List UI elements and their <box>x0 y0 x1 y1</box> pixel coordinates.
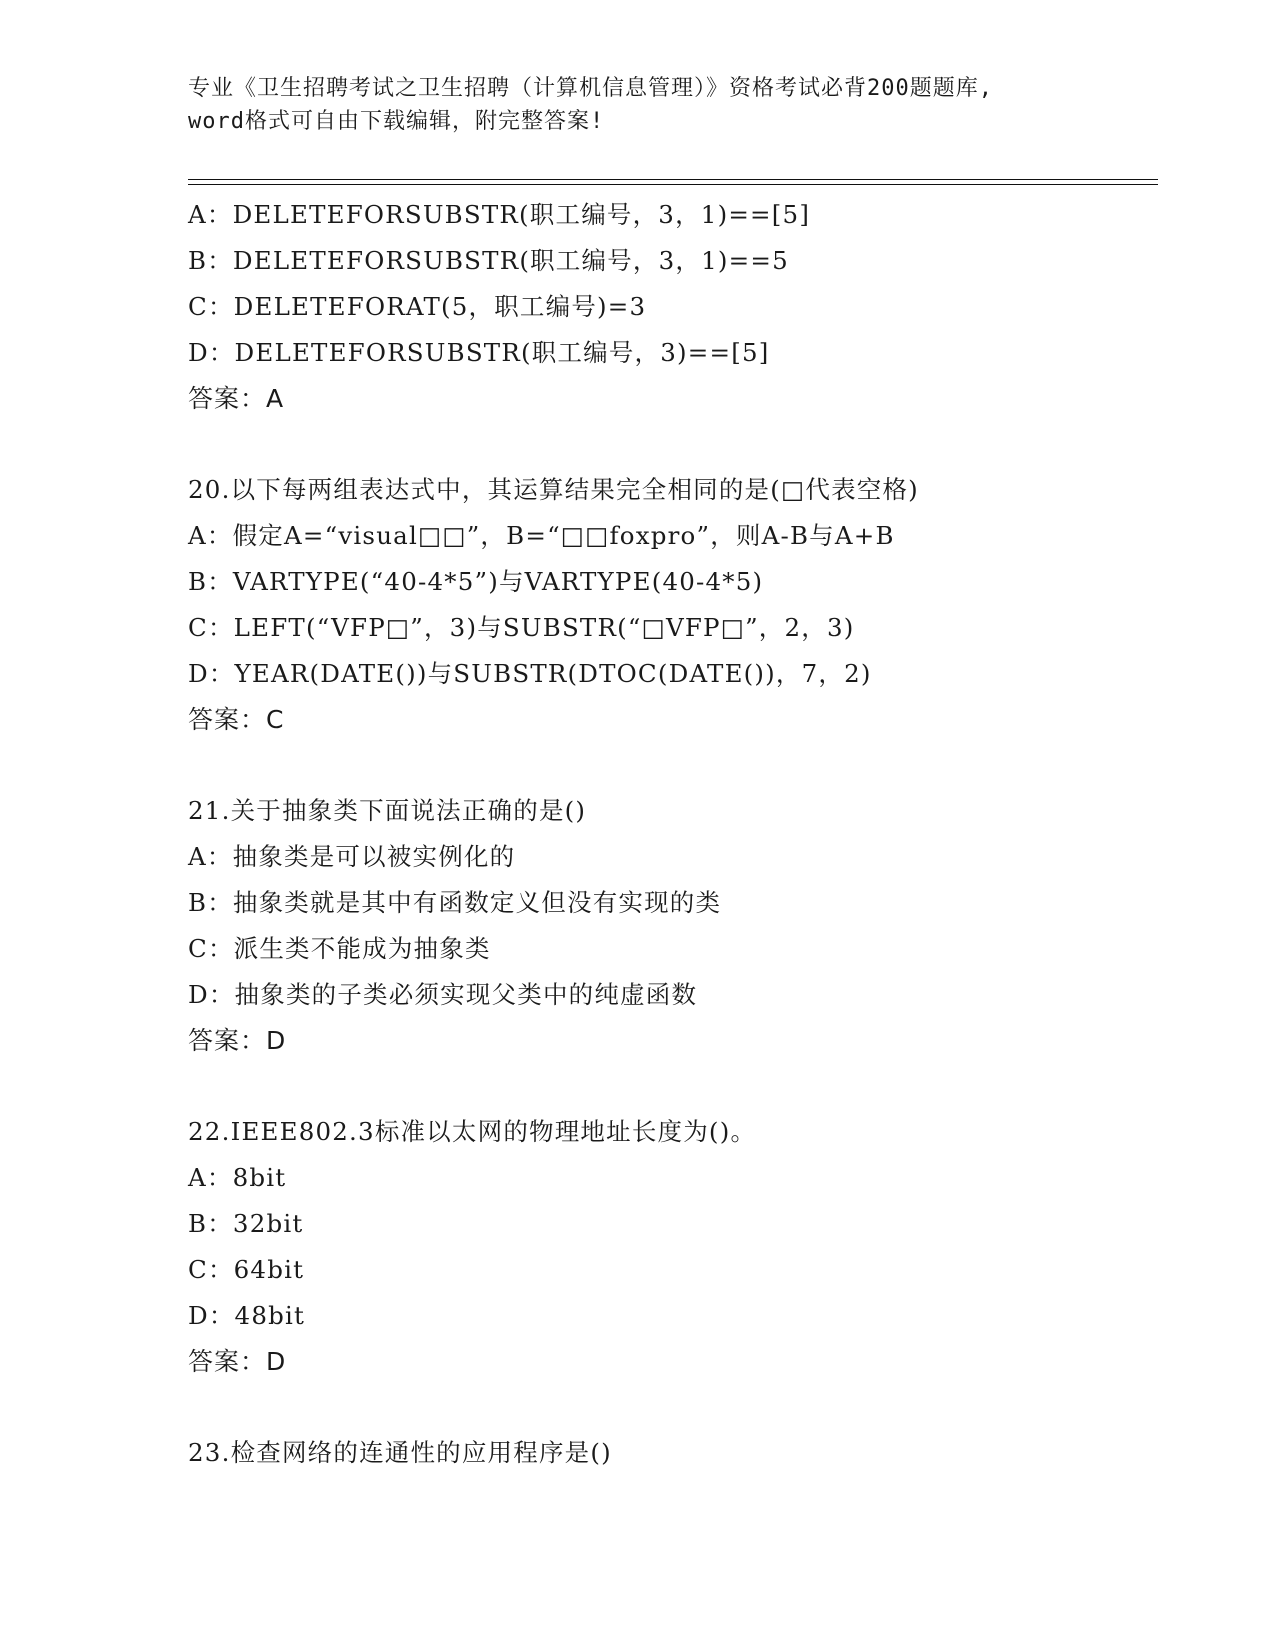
q19-option-c: C：DELETEFORAT(5，职工编号)=3 <box>188 292 647 321</box>
q19-option-d: D：DELETEFORSUBSTR(职工编号，3)==[5] <box>188 338 770 367</box>
document-header <box>188 72 1088 138</box>
q20-option-c: C：LEFT(“VFP□”，3)与SUBSTR(“□VFP□”，2，3) <box>188 613 855 642</box>
q22-answer: 答案：D <box>188 1347 287 1376</box>
spacer <box>188 1385 1148 1430</box>
q20-question: 20.以下每两组表达式中，其运算结果完全相同的是(□代表空格) <box>188 475 919 504</box>
spacer <box>188 1064 1148 1109</box>
q21-option-d: D：抽象类的子类必须实现父类中的纯虚函数 <box>188 980 698 1009</box>
q20-option-a: A：假定A=“visual□□”，B=“□□foxpro”，则A-B与A+B <box>188 521 895 550</box>
q21-answer: 答案：D <box>188 1026 287 1055</box>
spacer <box>188 422 1148 467</box>
q20-answer: 答案：C <box>188 705 285 734</box>
question-22-block <box>188 1109 1148 1385</box>
header-divider-bottom <box>188 184 1158 185</box>
question-19-block <box>188 192 1148 422</box>
q22-option-c: C：64bit <box>188 1255 305 1284</box>
question-list <box>188 192 1148 1476</box>
q22-option-d: D：48bit <box>188 1301 306 1330</box>
q22-question: 22.IEEE802.3标准以太网的物理地址长度为()。 <box>188 1117 757 1146</box>
q21-question: 21.关于抽象类下面说法正确的是() <box>188 796 587 825</box>
q21-option-c: C：派生类不能成为抽象类 <box>188 934 491 963</box>
q20-option-b: B：VARTYPE(“40-4*5”)与VARTYPE(40-4*5) <box>188 567 764 596</box>
q19-option-b: B：DELETEFORSUBSTR(职工编号，3，1)==5 <box>188 246 789 275</box>
q21-option-a: A：抽象类是可以被实例化的 <box>188 842 516 871</box>
question-21-block <box>188 788 1148 1064</box>
question-23-block <box>188 1430 1148 1476</box>
q19-option-a: A：DELETEFORSUBSTR(职工编号，3，1)==[5] <box>188 200 811 229</box>
spacer <box>188 743 1148 788</box>
q20-option-d: D：YEAR(DATE())与SUBSTR(DTOC(DATE())，7，2) <box>188 659 872 688</box>
q21-option-b: B：抽象类就是其中有函数定义但没有实现的类 <box>188 888 722 917</box>
header-divider-top <box>188 179 1158 180</box>
q22-option-a: A：8bit <box>188 1163 287 1192</box>
header-title-line-1: 专业《卫生招聘考试之卫生招聘（计算机信息管理）》资格考试必背200题题库, <box>188 76 993 101</box>
header-title-line-2: word格式可自由下载编辑，附完整答案! <box>188 109 605 134</box>
question-20-block <box>188 467 1148 743</box>
q22-option-b: B：32bit <box>188 1209 304 1238</box>
q19-answer: 答案：A <box>188 384 285 413</box>
q23-question: 23.检查网络的连通性的应用程序是() <box>188 1438 612 1467</box>
